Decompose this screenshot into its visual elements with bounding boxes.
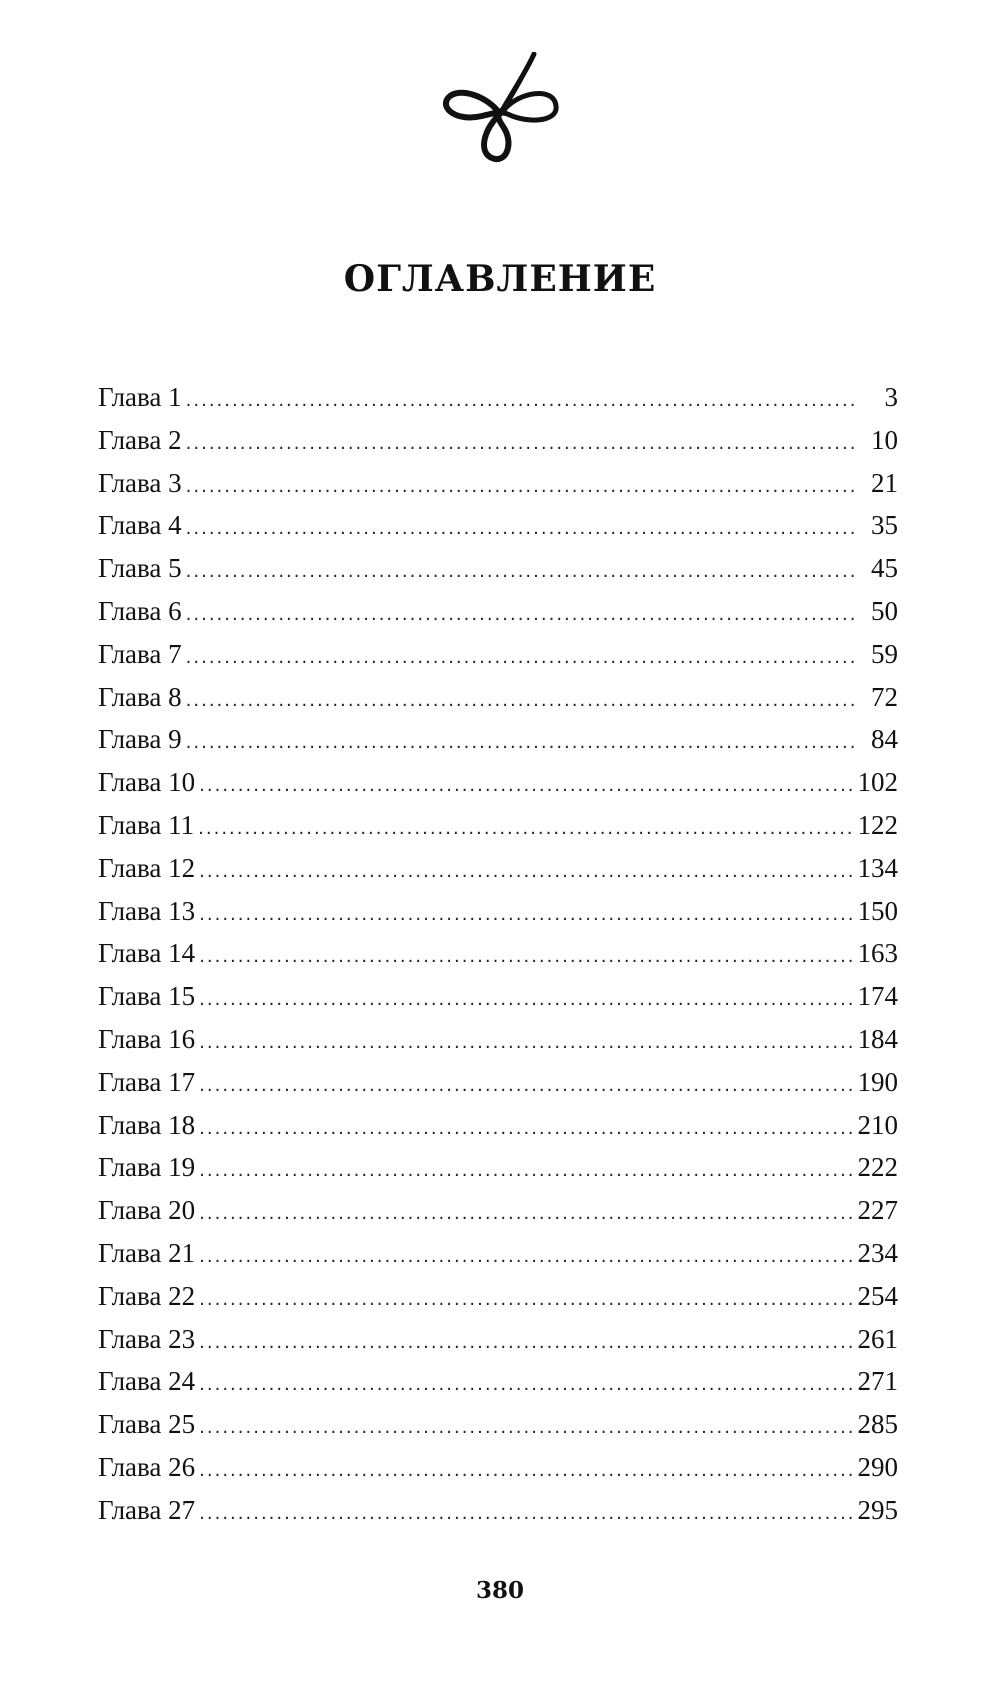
toc-entry-label: Глава 7 — [98, 638, 182, 669]
toc-entry-page: 150 — [857, 895, 898, 926]
toc-entry-page: 50 — [871, 595, 898, 626]
dot-leader — [199, 1407, 854, 1450]
toc-entry-label: Глава 15 — [98, 981, 196, 1012]
toc-entry-page: 72 — [871, 681, 898, 712]
dot-leader — [186, 680, 859, 723]
dot-leader — [199, 1493, 854, 1536]
dot-leader — [199, 1150, 854, 1193]
toc-entry-page: 134 — [857, 852, 898, 883]
dot-leader — [199, 1236, 854, 1279]
toc-entry-page: 122 — [857, 809, 898, 840]
toc-entry-label: Глава 6 — [98, 595, 182, 626]
flourish-ornament-icon — [442, 52, 560, 164]
toc-entry-page: 222 — [857, 1152, 898, 1183]
dot-leader — [199, 979, 854, 1022]
dot-leader — [199, 1450, 854, 1493]
toc-entry[interactable] — [98, 1360, 898, 1403]
dot-leader — [186, 637, 859, 680]
dot-leader — [186, 722, 859, 765]
toc-entry-label: Глава 1 — [98, 382, 182, 412]
toc-entry-page: 59 — [871, 638, 898, 669]
toc-entry-label: Глава 11 — [98, 809, 195, 840]
toc-entry-label: Глава 16 — [98, 1023, 196, 1054]
toc-entry-label: Глава 26 — [98, 1451, 196, 1482]
toc-entry-label: Глава 10 — [98, 767, 196, 798]
toc-entry[interactable] — [98, 1146, 898, 1189]
toc-entry[interactable] — [98, 633, 898, 676]
toc-entry-page: 227 — [857, 1195, 898, 1226]
toc-entry-label: Глава 23 — [98, 1323, 196, 1354]
toc-entry[interactable] — [98, 1232, 898, 1275]
toc-entry[interactable] — [98, 804, 898, 847]
toc-entry-page: 190 — [857, 1066, 898, 1097]
toc-entry-label: Глава 13 — [98, 895, 196, 926]
dot-leader — [186, 380, 859, 423]
toc-entry-page: 174 — [857, 981, 898, 1012]
toc-entry[interactable] — [98, 504, 898, 547]
toc-entry-page: 271 — [857, 1366, 898, 1397]
toc-entry[interactable] — [98, 1189, 898, 1232]
toc-entry-page: 285 — [857, 1409, 898, 1440]
toc-entry-label: Глава 5 — [98, 553, 182, 584]
dot-leader — [199, 1193, 854, 1236]
dot-leader — [199, 1322, 854, 1365]
toc-entry[interactable] — [98, 1104, 898, 1147]
dot-leader — [199, 851, 854, 894]
toc-entry-page: 234 — [857, 1237, 898, 1268]
toc-entry[interactable] — [98, 975, 898, 1018]
toc-entry-page: 45 — [871, 553, 898, 584]
toc-entry-page: 163 — [857, 938, 898, 969]
dot-leader — [199, 1108, 854, 1151]
dot-leader — [199, 936, 854, 979]
toc-entry-page: 184 — [857, 1023, 898, 1054]
page-title: ОГЛАВЛЕНИЕ — [343, 258, 657, 300]
toc-entry[interactable] — [98, 676, 898, 719]
toc-entry-label: Глава 14 — [98, 938, 196, 969]
toc-entry-label: Глава 25 — [98, 1409, 196, 1440]
toc-entry[interactable] — [98, 376, 898, 419]
toc-entry-label: Глава 21 — [98, 1237, 196, 1268]
dot-leader — [186, 551, 859, 594]
dot-leader — [199, 1022, 854, 1065]
toc-entry-page: 3 — [884, 382, 898, 412]
toc-entry-label: Глава 8 — [98, 681, 182, 712]
toc-entry-page: 102 — [857, 767, 898, 798]
dot-leader — [186, 466, 859, 509]
toc-entry[interactable] — [98, 1018, 898, 1061]
toc-entry-label: Глава 24 — [98, 1366, 196, 1397]
toc-entry-label: Глава 12 — [98, 852, 196, 883]
toc-entry[interactable] — [98, 761, 898, 804]
toc-entry[interactable] — [98, 547, 898, 590]
toc-entry-page: 254 — [857, 1280, 898, 1311]
dot-leader — [199, 1065, 854, 1108]
page-number: 380 — [475, 1577, 524, 1604]
toc-entry-page: 290 — [857, 1451, 898, 1482]
toc-entry[interactable] — [98, 1318, 898, 1361]
toc-entry[interactable] — [98, 890, 898, 933]
dot-leader — [199, 1279, 854, 1322]
toc-entry[interactable] — [98, 462, 898, 505]
toc-entry-label: Глава 22 — [98, 1280, 196, 1311]
toc-entry[interactable] — [98, 847, 898, 890]
toc-entry-page: 261 — [857, 1323, 898, 1354]
toc-entry[interactable] — [98, 590, 898, 633]
toc-entry-page: 295 — [857, 1494, 898, 1525]
toc-entry-page: 10 — [871, 424, 898, 455]
dot-leader — [186, 594, 859, 637]
dot-leader — [199, 765, 854, 808]
toc-entry-label: Глава 9 — [98, 724, 182, 755]
toc-entry-label: Глава 4 — [98, 510, 182, 541]
dot-leader — [186, 423, 859, 466]
toc-entry-page: 35 — [871, 510, 898, 541]
toc-entry-label: Глава 17 — [98, 1066, 196, 1097]
toc-entry-label: Глава 3 — [98, 467, 182, 498]
toc-entry-label: Глава 19 — [98, 1152, 196, 1183]
toc-entry[interactable] — [98, 419, 898, 462]
toc-entry[interactable] — [98, 1489, 898, 1532]
dot-leader — [186, 508, 859, 551]
toc-entry[interactable] — [98, 1446, 898, 1489]
toc-entry-page: 21 — [871, 467, 898, 498]
dot-leader — [199, 1364, 854, 1407]
dot-leader — [199, 894, 854, 937]
toc-entry-label: Глава 2 — [98, 424, 182, 455]
toc-entry[interactable] — [98, 1061, 898, 1104]
toc-entry[interactable] — [98, 718, 898, 761]
toc-entry-page: 210 — [857, 1109, 898, 1140]
toc-entry-label: Глава 18 — [98, 1109, 196, 1140]
toc-entry-label: Глава 20 — [98, 1195, 196, 1226]
toc-entry-page: 84 — [871, 724, 898, 755]
table-of-contents — [98, 376, 898, 1532]
toc-entry[interactable] — [98, 1275, 898, 1318]
toc-entry[interactable] — [98, 932, 898, 975]
dot-leader — [198, 808, 854, 851]
toc-entry[interactable] — [98, 1403, 898, 1446]
toc-entry-label: Глава 27 — [98, 1494, 196, 1525]
